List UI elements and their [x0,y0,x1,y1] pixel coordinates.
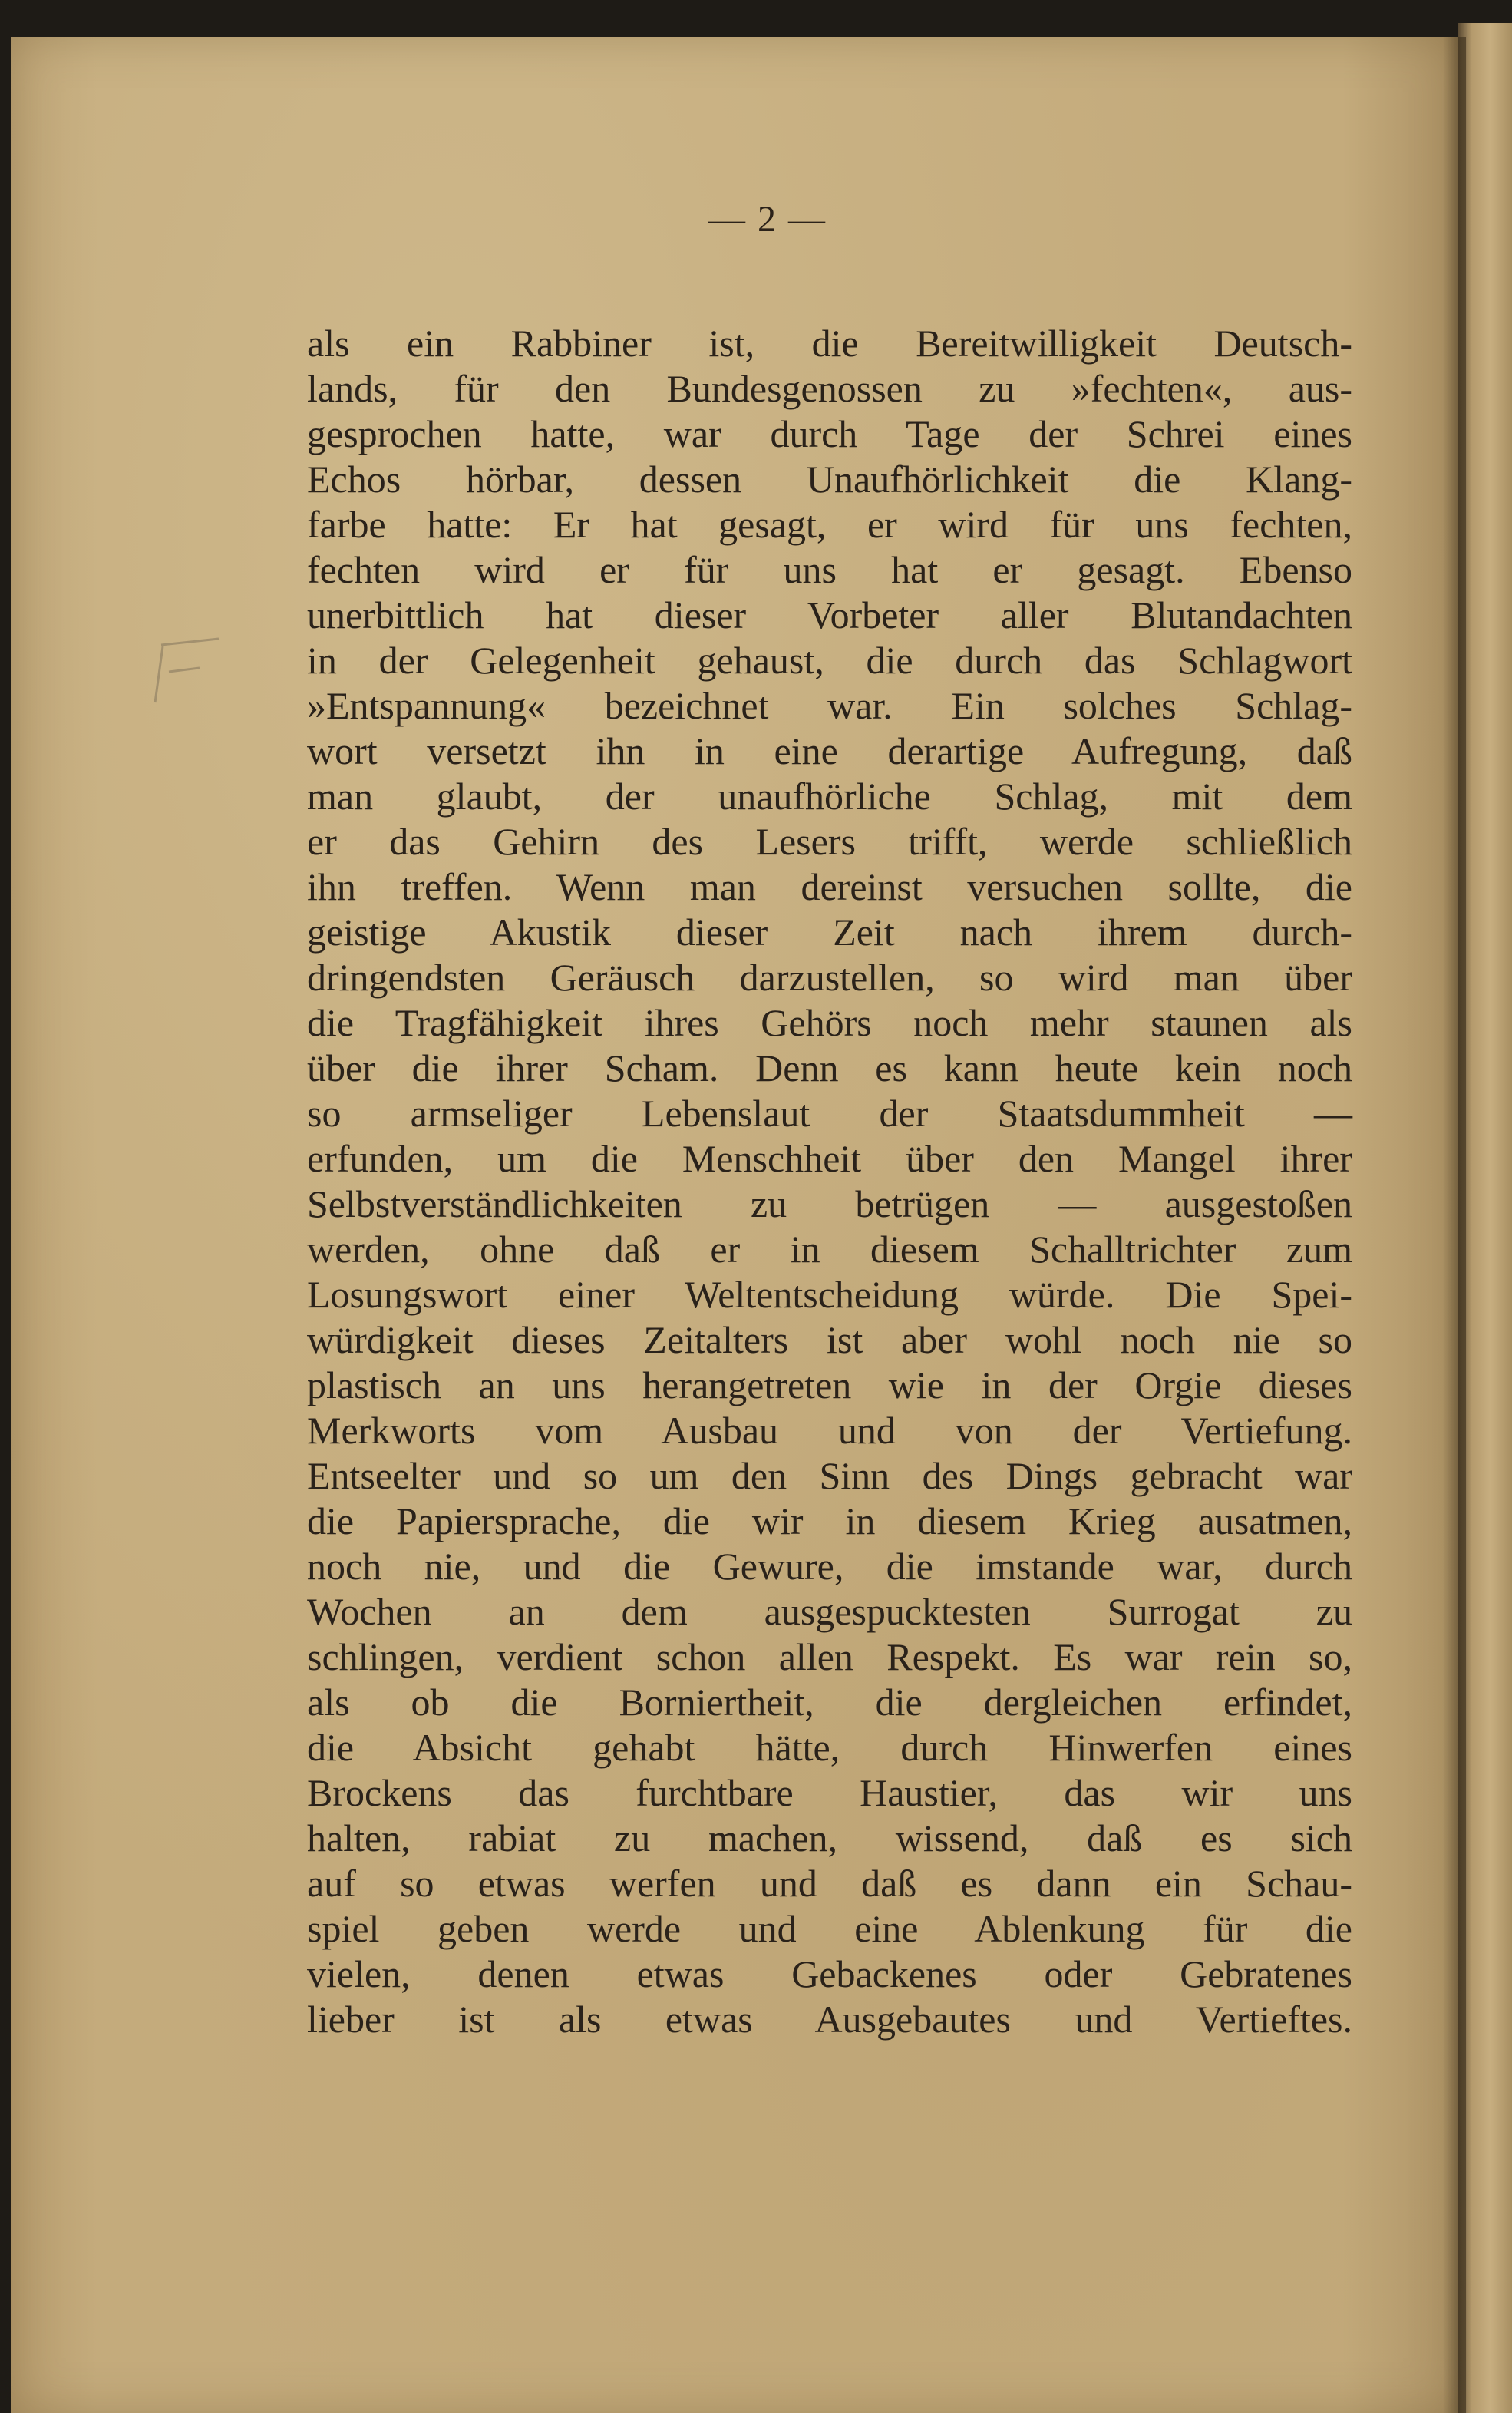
text-line: lands, für den Bundesgenossen zu »fechten«, aus- [307,367,1352,410]
text-line: die Absicht gehabt hätte, durch Hinwerfen eines [307,1726,1352,1769]
spine-shadow [1443,37,1466,2413]
text-line: man glaubt, der unaufhörliche Schlag, mit dem [307,775,1352,818]
text-line: wort versetzt ihn in eine derartige Aufregung, daß [307,729,1352,772]
text-line: farbe hatte: Er hat gesagt, er wird für uns fechten, [307,503,1352,546]
text-line: unerbittlich hat dieser Vorbeter aller Blutandachten [307,593,1352,636]
text-line: die Papiersprache, die wir in diesem Krieg ausatmen, [307,1499,1352,1542]
text-line: er das Gehirn des Lesers trifft, werde schließlich [307,820,1352,863]
text-line: ihn treffen. Wenn man dereinst versuchen sollte, die [307,865,1352,908]
text-line: erfunden, um die Menschheit über den Mangel ihrer [307,1137,1352,1180]
text-line: fechten wird er für uns hat er gesagt. Ebenso [307,548,1352,591]
text-line: geistige Akustik dieser Zeit nach ihrem durch- [307,911,1352,954]
text-line: halten, rabiat zu machen, wissend, daß es sich [307,1816,1352,1859]
adjacent-page-edge [1458,23,1512,2413]
text-line: Merkworts vom Ausbau und von der Vertiefung. [307,1409,1352,1452]
text-line: noch nie, und die Gewure, die imstande war, durch [307,1545,1352,1588]
text-line: werden, ohne daß er in diesem Schalltrichter zum [307,1228,1352,1271]
text-line: Wochen an dem ausgespucktesten Surrogat zu [307,1590,1352,1633]
body-text [307,321,1352,2042]
text-line: Brockens das furchtbare Haustier, das wir uns [307,1771,1352,1814]
text-line: so armseliger Lebenslaut der Staatsdummheit — [307,1092,1352,1135]
pencil-mark-icon [146,630,253,714]
text-line: lieber ist als etwas Ausgebautes und Vertieftes. [307,1998,1352,2041]
text-line: Losungswort einer Weltentscheidung würde. Die Spei- [307,1273,1352,1316]
text-line: in der Gelegenheit gehaust, die durch das Schlagwort [307,639,1352,682]
text-line: Selbstverständlichkeiten zu betrügen — ausgestoßen [307,1182,1352,1225]
text-line: als ein Rabbiner ist, die Bereitwilligkeit Deutsch- [307,322,1352,365]
text-line: auf so etwas werfen und daß es dann ein Schau- [307,1862,1352,1905]
text-line: plastisch an uns herangetreten wie in der Orgie dieses [307,1364,1352,1406]
text-line: schlingen, verdient schon allen Respekt. Es war rein so, [307,1635,1352,1678]
text-line: Entseelter und so um den Sinn des Dings gebracht war [307,1454,1352,1497]
text-line: dringendsten Geräusch darzustellen, so wird man über [307,956,1352,999]
text-line: gesprochen hatte, war durch Tage der Schrei eines [307,412,1352,455]
text-line: »Entspannung« bezeichnet war. Ein solches Schlag- [307,684,1352,727]
text-line: über die ihrer Scham. Denn es kann heute kein noch [307,1046,1352,1089]
text-line: vielen, denen etwas Gebackenes oder Gebratenes [307,1952,1352,1995]
text-line: als ob die Borniertheit, die dergleichen erfindet, [307,1681,1352,1724]
text-line: Echos hörbar, dessen Unaufhörlichkeit die Klang- [307,458,1352,501]
page-number: — 2 — [708,199,827,240]
text-line: spiel geben werde und eine Ablenkung für die [307,1907,1352,1950]
text-line: die Tragfähigkeit ihres Gehörs noch mehr staunen als [307,1001,1352,1044]
text-line: würdigkeit dieses Zeitalters ist aber wohl noch nie so [307,1318,1352,1361]
